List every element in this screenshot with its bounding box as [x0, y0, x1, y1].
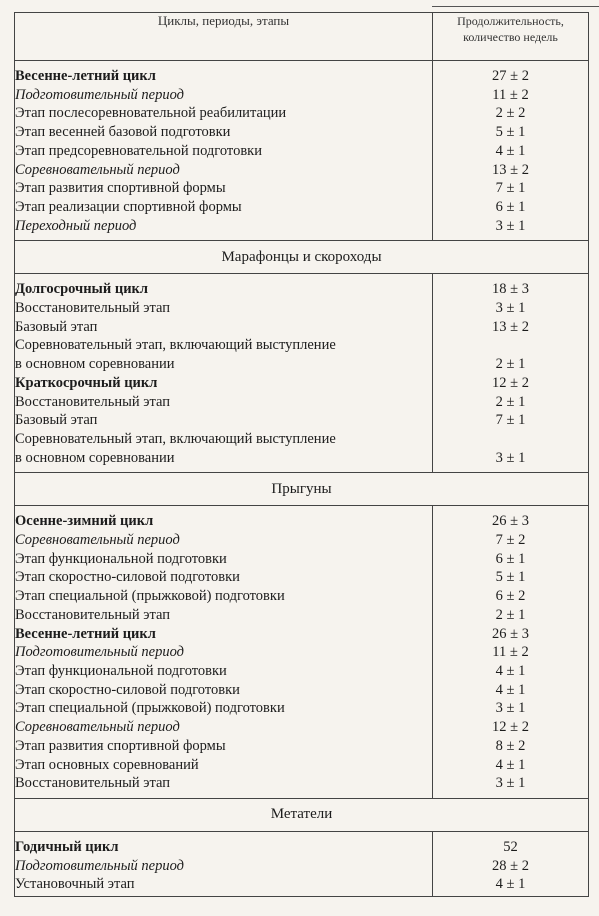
row-label: Этап весенней базовой подготовки [15, 123, 433, 142]
row-duration: 2 ± 1 [433, 393, 589, 412]
row-label: Этап специальной (прыжковой) подготовки [15, 699, 433, 718]
table-row [15, 299, 589, 318]
table-row [15, 531, 589, 550]
row-label: Соревновательный период [15, 718, 433, 737]
table-header-row [15, 13, 589, 61]
section-header-row [15, 241, 589, 274]
row-duration: 4 ± 1 [433, 681, 589, 700]
row-label: Долгосрочный цикл [15, 274, 433, 299]
table-row [15, 718, 589, 737]
table-row [15, 104, 589, 123]
table-row [15, 393, 589, 412]
table-row [15, 643, 589, 662]
row-label: Базовый этап [15, 318, 433, 337]
table-row [15, 411, 589, 430]
section-header-row [15, 473, 589, 506]
row-label: Весенне-летний цикл [15, 61, 433, 86]
row-duration: 3 ± 1 [433, 699, 589, 718]
table-row [15, 198, 589, 217]
row-duration: 4 ± 1 [433, 875, 589, 896]
table-row [15, 875, 589, 896]
table-row [15, 681, 589, 700]
periodization-table [14, 12, 589, 897]
row-label: Восстановительный этап [15, 606, 433, 625]
row-duration: 4 ± 1 [433, 662, 589, 681]
row-label: Краткосрочный цикл [15, 374, 433, 393]
table-row [15, 606, 589, 625]
row-label: Соревновательный этап, включающий выступление в основном соревновании [15, 430, 433, 473]
table-row [15, 61, 589, 86]
header-cycles-periods-stages: Циклы, периоды, этапы [15, 13, 433, 61]
table-row [15, 550, 589, 569]
row-label: Этап развития спортивной формы [15, 179, 433, 198]
row-duration: 18 ± 3 [433, 274, 589, 299]
header-duration-weeks: Продолжительность, количество недель [433, 13, 589, 61]
table-row [15, 756, 589, 775]
table-row [15, 857, 589, 876]
row-label: Годичный цикл [15, 831, 433, 856]
table-row [15, 430, 589, 473]
row-duration: 3 ± 1 [433, 217, 589, 241]
table-row [15, 374, 589, 393]
row-duration: 6 ± 1 [433, 550, 589, 569]
row-label: Этап функциональной подготовки [15, 662, 433, 681]
row-label: Этап основных соревнований [15, 756, 433, 775]
row-duration: 26 ± 3 [433, 625, 589, 644]
table-body [15, 61, 589, 897]
row-duration: 4 ± 1 [433, 142, 589, 161]
section-title: Метатели [15, 798, 589, 831]
row-duration: 27 ± 2 [433, 61, 589, 86]
row-duration: 11 ± 2 [433, 86, 589, 105]
row-label: Этап скоростно-силовой подготовки [15, 568, 433, 587]
section-title: Марафонцы и скороходы [15, 241, 589, 274]
row-duration: 12 ± 2 [433, 718, 589, 737]
table-row [15, 774, 589, 798]
row-duration: 6 ± 1 [433, 198, 589, 217]
row-label: Базовый этап [15, 411, 433, 430]
row-label: Соревновательный период [15, 531, 433, 550]
row-label: Восстановительный этап [15, 774, 433, 798]
row-duration: 13 ± 2 [433, 318, 589, 337]
row-duration: 52 [433, 831, 589, 856]
row-duration: 6 ± 2 [433, 587, 589, 606]
row-label: Этап скоростно-силовой подготовки [15, 681, 433, 700]
row-label: Подготовительный период [15, 643, 433, 662]
row-label: Переходный период [15, 217, 433, 241]
row-label: Восстановительный этап [15, 299, 433, 318]
row-label: Соревновательный этап, включающий выступление в основном соревновании [15, 336, 433, 373]
row-label: Подготовительный период [15, 86, 433, 105]
table-row [15, 831, 589, 856]
page-edge-rule [432, 0, 599, 7]
row-duration: 11 ± 2 [433, 643, 589, 662]
table-row [15, 568, 589, 587]
row-label: Восстановительный этап [15, 393, 433, 412]
row-label: Подготовительный период [15, 857, 433, 876]
table-row [15, 142, 589, 161]
row-duration: 13 ± 2 [433, 161, 589, 180]
row-duration: 2 ± 2 [433, 104, 589, 123]
table-row [15, 336, 589, 373]
section-title: Прыгуны [15, 473, 589, 506]
row-duration: 26 ± 3 [433, 506, 589, 531]
row-duration: 7 ± 1 [433, 179, 589, 198]
row-label: Осенне-зимний цикл [15, 506, 433, 531]
row-duration: 5 ± 1 [433, 568, 589, 587]
row-duration: 3 ± 1 [433, 430, 589, 473]
row-duration: 8 ± 2 [433, 737, 589, 756]
row-label: Этап функциональной подготовки [15, 550, 433, 569]
row-label: Этап послесоревновательной реабилитации [15, 104, 433, 123]
row-label: Этап реализации спортивной формы [15, 198, 433, 217]
table-row [15, 179, 589, 198]
table-row [15, 699, 589, 718]
table-row [15, 217, 589, 241]
row-label: Этап предсоревновательной подготовки [15, 142, 433, 161]
row-duration: 2 ± 1 [433, 336, 589, 373]
row-duration: 3 ± 1 [433, 299, 589, 318]
table-row [15, 161, 589, 180]
row-duration: 28 ± 2 [433, 857, 589, 876]
table-row [15, 274, 589, 299]
row-label: Весенне-летний цикл [15, 625, 433, 644]
table-row [15, 737, 589, 756]
table-row [15, 587, 589, 606]
table-row [15, 662, 589, 681]
row-label: Соревновательный период [15, 161, 433, 180]
row-duration: 5 ± 1 [433, 123, 589, 142]
row-label: Этап специальной (прыжковой) подготовки [15, 587, 433, 606]
section-header-row [15, 798, 589, 831]
row-label: Этап развития спортивной формы [15, 737, 433, 756]
row-duration: 7 ± 2 [433, 531, 589, 550]
row-label: Установочный этап [15, 875, 433, 896]
row-duration: 2 ± 1 [433, 606, 589, 625]
row-duration: 12 ± 2 [433, 374, 589, 393]
table-row [15, 123, 589, 142]
table-row [15, 86, 589, 105]
table-row [15, 625, 589, 644]
row-duration: 4 ± 1 [433, 756, 589, 775]
row-duration: 3 ± 1 [433, 774, 589, 798]
table-row [15, 318, 589, 337]
row-duration: 7 ± 1 [433, 411, 589, 430]
table-row [15, 506, 589, 531]
